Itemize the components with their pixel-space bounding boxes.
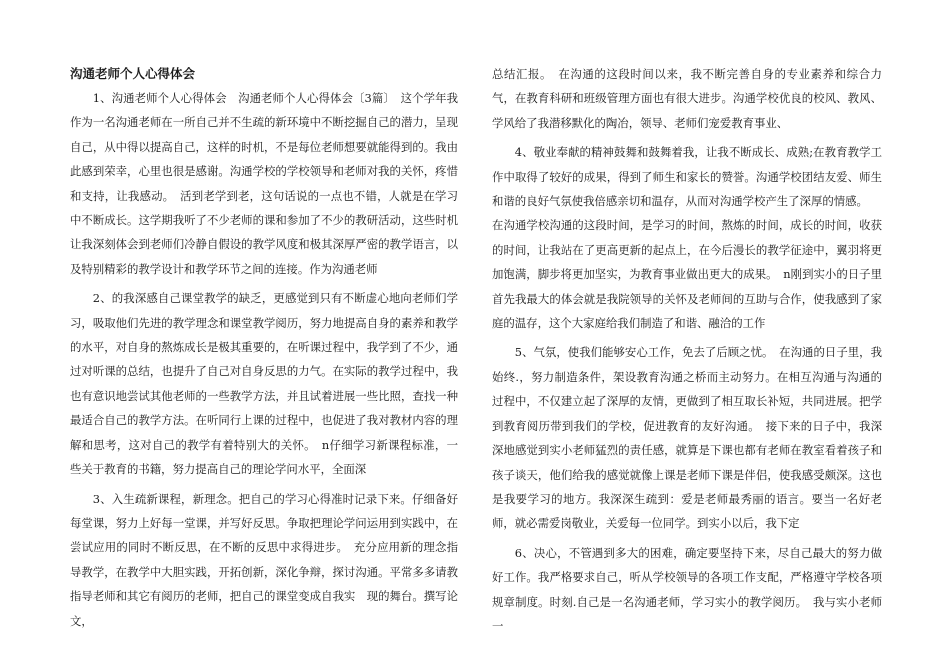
- right-column: [492, 62, 882, 638]
- paragraph-3: 3、入生疏新课程，新理念。把自己的学习心得准时记录下来。仔细备好每堂课，努力上好每一堂课，并写好反思。争取把理论学问运用到实践中，在尝试应用的同时不断反思，在不断的反思中求得进步。 充分应用新的理念指导教学，在教学中大胆实践，开拓创新，深化争辩，探讨沟通。平常多多请教指导老师和其它有阅历的老师，把自己的课堂变成自我实 现的舞台。撰写论文，: [70, 491, 458, 628]
- document-title: 沟通老师个人心得体会: [70, 66, 196, 81]
- paragraph-6: 6、决心，不管遇到多大的困难，确定要坚持下来，尽自己最大的努力做好工作。我严格要求自己，听从学校领导的各项工作支配，严格遵守学校各项规章制度。时刻.自己是一名沟通老师，学习实小的教学阅历。 我与实小老师一: [492, 545, 882, 633]
- left-column: [70, 62, 458, 633]
- paragraph-1: 1、沟通老师个人心得体会 沟通老师个人心得体会〔3篇〕 这个学年我作为一名沟通老师在一所自己并不生疏的新环境中不断挖掘自己的潜力，呈现自己，从中得以提高自己，这样的时机，不是每位老师想要就能得到的。我由此感到荣幸，心里也很是感谢。沟通学校的学校领导和老师对我的关怀，疼惜和支持，让我感动。 活到老学到老，这句话说的一点也不错，人就是在学习中不断成长。这学期我听了不少老师的课和参加了不少的教研活动，这些时机让我深刻体会到老师们冷静自假设的教学风度和极其深厚严密的教学语言，以及特别精彩的教学设计和教学环节之间的连接。作为沟通老师: [70, 91, 458, 276]
- paragraph-2: 2、的我深感自己课堂教学的缺乏，更感觉到只有不断虚心地向老师们学习，吸取他们先进的教学理念和课堂教学阅历，努力地提高自身的素养和教学的水平，对自身的熬炼成长是极其重要的，在听课过程中，我学到了不少，通过对听课的总结，也提升了自己对自身反思的力气。在实际的教学过程中，我也有意识地尝试其他老师的一些教学方法，并且试着进展一些比照，查找一种最适合自己的教学方法。在听同行上课的过程中，也促进了我对教材内容的理解和思考，这对自己的教学有着特别大的关怀。 n仔细学习新课程标准，一些关于教育的书籍，努力提高自己的理论学问水平，全面深: [70, 291, 458, 477]
- paragraph-3-continued: 总结汇报。 在沟通的这段时间以来，我不断完善自身的专业素养和综合力气，在教育科研和班级管理方面也有很大进步。沟通学校优良的校风、教风、学风给了我潜移默化的陶冶，领导、老师们宠爱教育事业、: [492, 67, 882, 130]
- paragraph-5: 5、气氛，使我们能够安心工作，免去了后顾之忧。 在沟通的日子里，我始终.，努力制造条件，架设教育沟通之桥而主动努力。在相互沟通与沟通的过程中，不仅建立起了深厚的友情，更做到了相互取长补短，共同进展。把学到教育阅历带到我们的学校，促进教育的友好沟通。 接下来的日子中，我深深地感觉到实小老师猛烈的责任感，就算是下课也都有老师在教室看着孩子和孩子谈天，他们给我的感觉就像上课是老师下课是伴侣，使我感受颇深。这也是我要学习的地方。我深深生疏到：爱是老师最秀丽的语言。要当一名好老师，就必需爱岗敬业，关爱每一位同学。到实小以后，我下定: [492, 345, 882, 531]
- paragraph-4: 4、敬业奉献的精神鼓舞和鼓舞着我，让我不断成长、成熟;在教育教学工作中取得了较好的成果，得到了师生和家长的赞誉。沟通学校团结友爱、师生和谐的良好气氛使我倍感亲切和温存，从而对沟通学校产生了深厚的情感。: [492, 145, 882, 209]
- paragraph-4-continued: 在沟通学校沟通的这段时间，是学习的时间，熬炼的时间，成长的时间，收获的时间，让我站在了更高更新的起点上，在今后漫长的教学征途中，翼羽将更加饱满，脚步将更加坚实，为教育事业做出更大的成果。 n刚到实小的日子里首先我最大的体会就是我院领导的关怀及老师间的互助与合作，使我感到了家庭的温存，这个大家庭给我们制造了和谐、融洽的工作: [492, 218, 882, 331]
